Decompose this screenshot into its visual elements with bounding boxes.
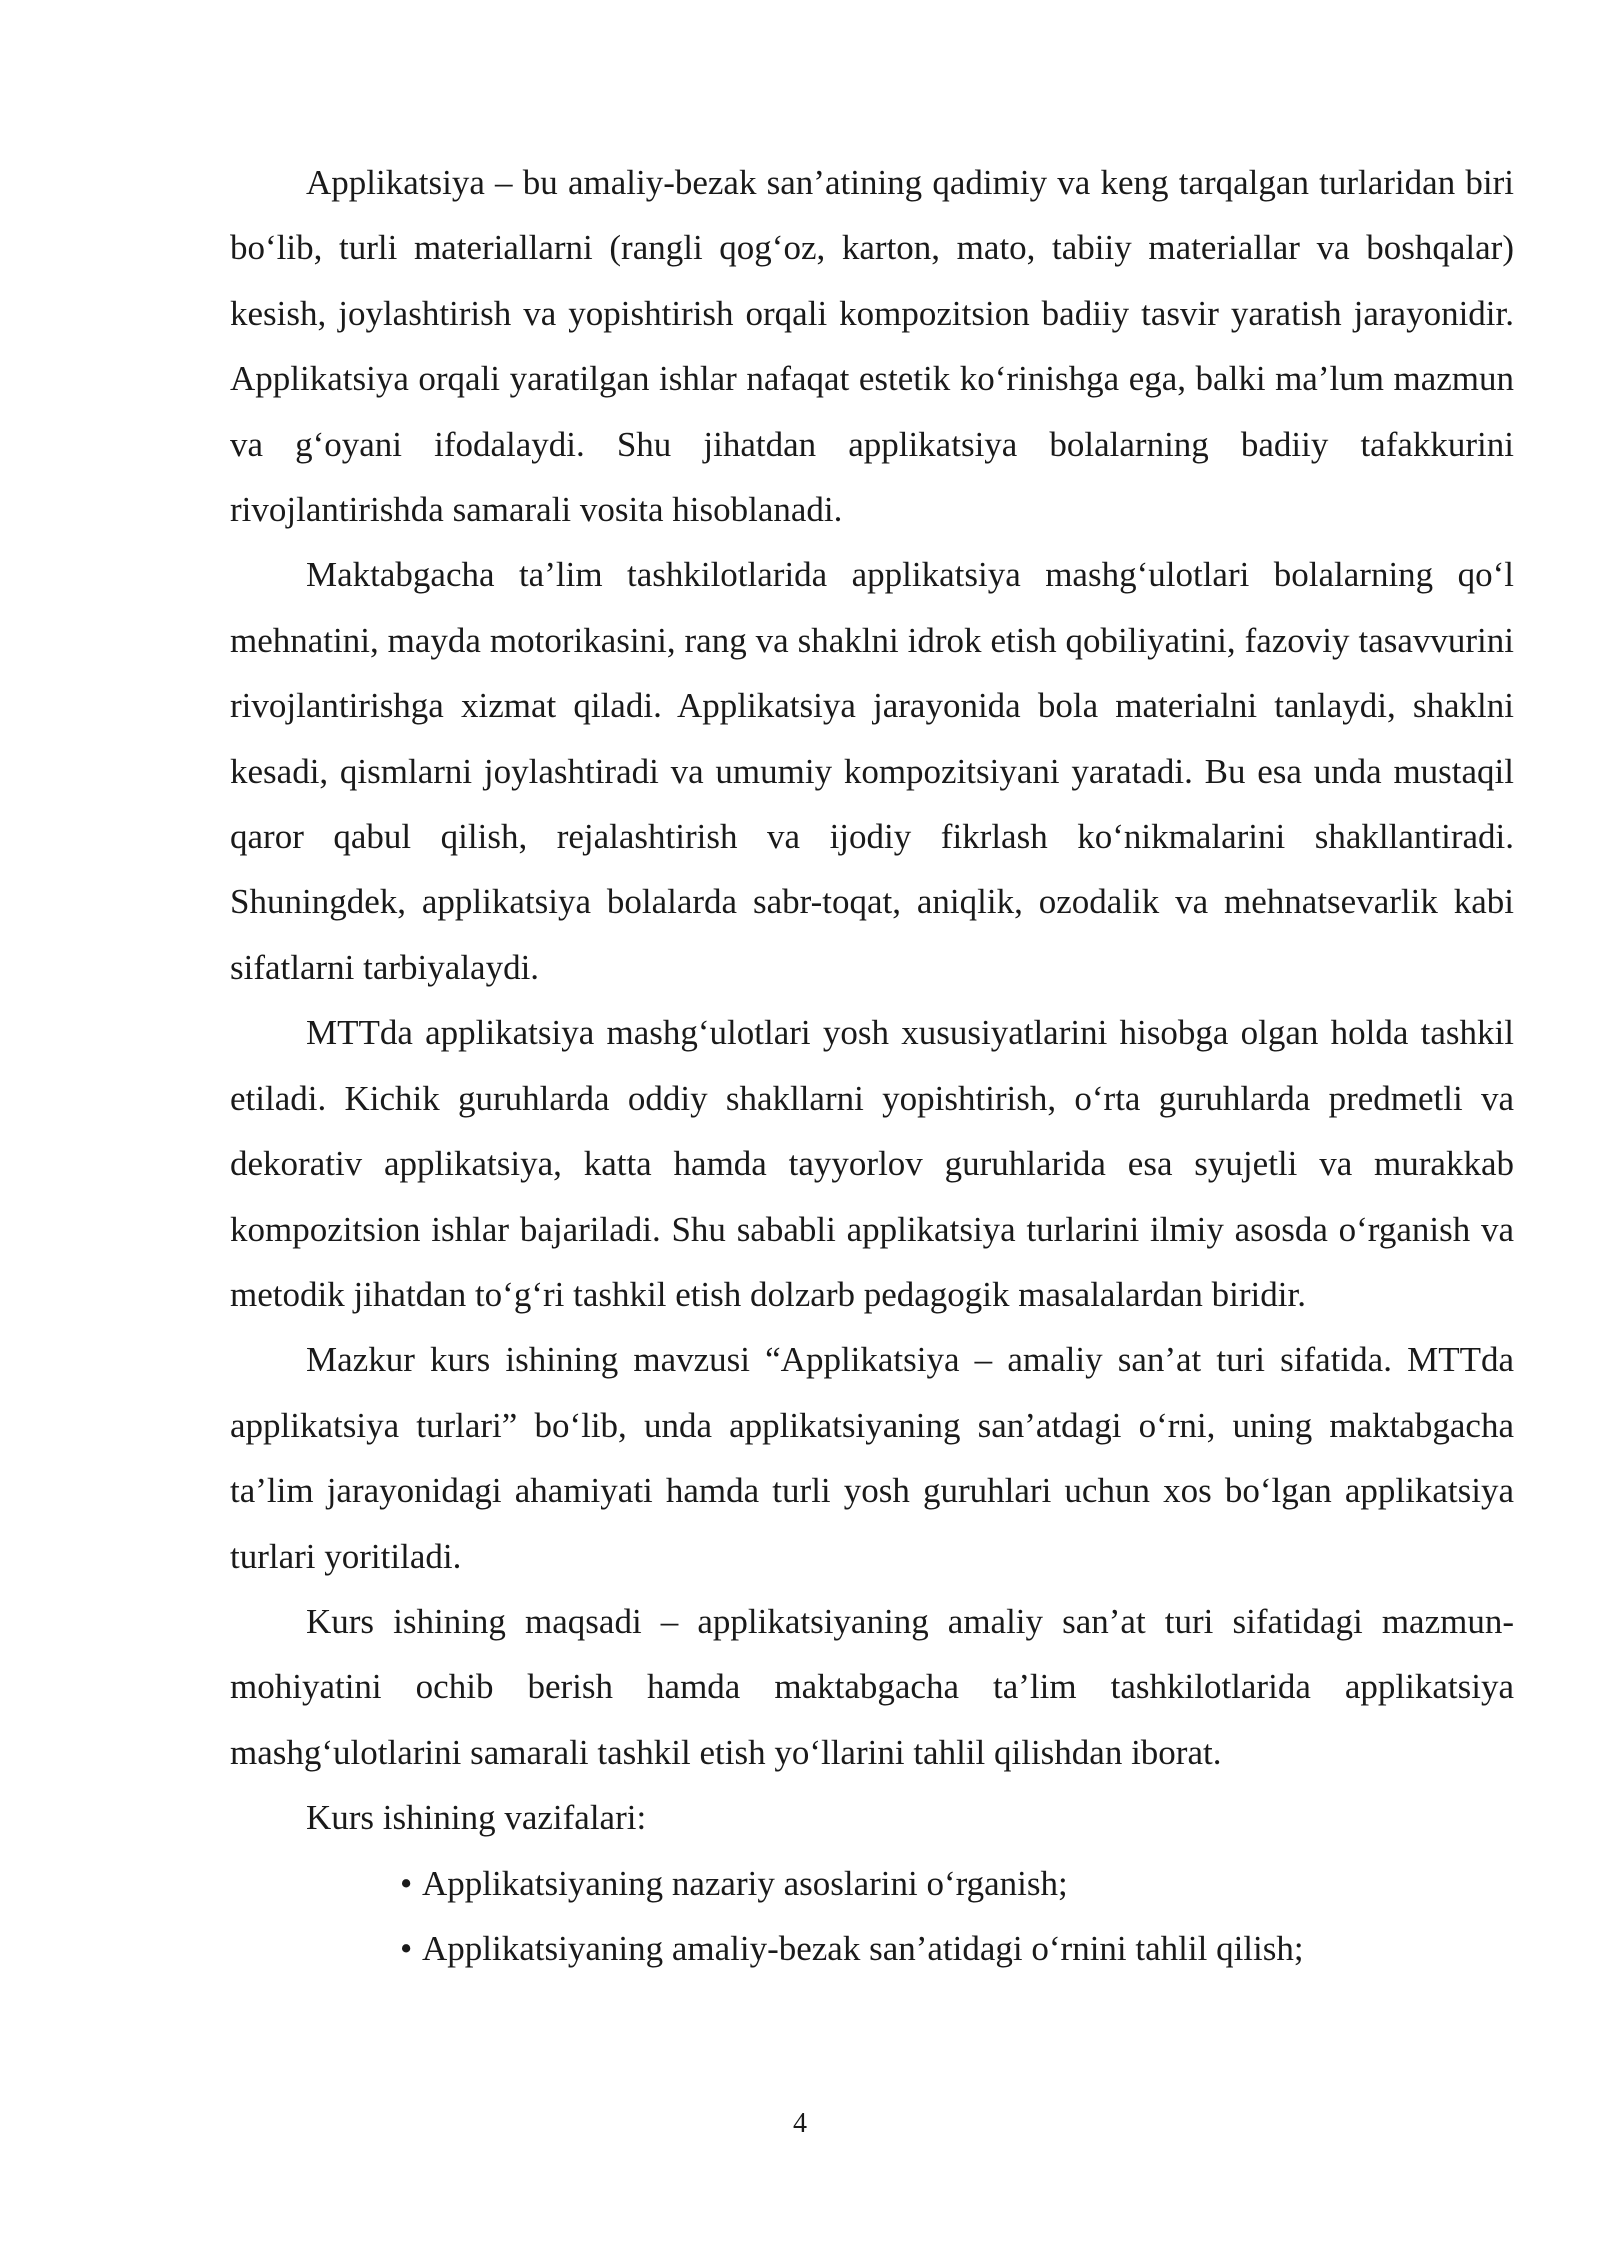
bullet-icon: • [400,1863,413,1903]
paragraph-course-topic: Mazkur kurs ishining mavzusi “Applikatsiya – amaliy san’at turi sifatida. MTTda applikatsiya turlari” bo‘lib, unda applikatsiyaning san’atdagi o‘rni, uning maktabgacha ta’lim jarayonidagi ahamiyati hamda turli yosh guruhlari uchun xos bo‘lgan applikatsiya turlari yoritiladi. [230,1340,1514,1576]
task-text: Applikatsiyaning amaliy-bezak san’atidagi o‘rnini tahlil qilish; [422,1928,1304,1968]
bullet-icon: • [400,1928,413,1968]
paragraph-applikatsiya-definition: Applikatsiya – bu amaliy-bezak san’atining qadimiy va keng tarqalgan turlaridan biri bo‘lib, turli materiallarni (rangli qog‘oz, karton, mato, tabiiy materiallar va boshqalar) kesish, joylashtirish va yopishtirish orqali kompozitsion badiiy tasvir yaratish jarayonidir. Applikatsiya orqali yaratilgan ishlar nafaqat estetik ko‘rinishga ega, balki ma’lum mazmun va g‘oyani ifodalaydi. Shu jihatdan applikatsiya bolalarning badiiy tafakkurini rivojlantirishda samarali vosita hisoblanadi. [230,163,1514,530]
paragraph-course-goal: Kurs ishining maqsadi – applikatsiyaning amaliy san’at turi sifatidagi mazmun-mohiyatini ochib berish hamda maktabgacha ta’lim tashkilotlarida applikatsiya mashg‘ulotlarini samarali tashkil etish yo‘llarini tahlil qilishdan iborat. [230,1601,1514,1772]
page-number: 4 [793,2108,807,2139]
paragraph-tasks-heading: Kurs ishining vazifalari: [306,1798,647,1838]
paragraph-age-groups: MTTda applikatsiya mashg‘ulotlari yosh xususiyatlarini hisobga olgan holda tashkil etiladi. Kichik guruhlarda oddiy shakllarni yopishtirish, o‘rta guruhlarda predmetli va dekorativ applikatsiya, katta hamda tayyorlov guruhlarida esa syujetli va murakkab kompozitsion ishlar bajariladi. Shu sababli applikatsiya turlarini ilmiy asosda o‘rganish va metodik jihatdan to‘g‘ri tashkil etish dolzarb pedagogik masalalardan biridir. [230,1013,1514,1314]
list-item [400,1916,1514,1981]
list-item [400,1851,1514,1916]
paragraph-mtt-skills: Maktabgacha ta’lim tashkilotlarida applikatsiya mashg‘ulotlari bolalarning qo‘l mehnatini, mayda motorikasini, rang va shaklni idrok etish qobiliyatini, fazoviy tasavvurini rivojlantirishga xizmat qiladi. Applikatsiya jarayonida bola materialni tanlaydi, shaklni kesadi, qismlarni joylashtiradi va umumiy kompozitsiyani yaratadi. Bu esa unda mustaqil qaror qabul qilish, rejalashtirish va ijodiy fikrlash ko‘nikmalarini shakllantiradi. Shuningdek, applikatsiya bolalarda sabr-toqat, aniqlik, ozodalik va mehnatsevarlik kabi sifatlarni tarbiyalaydi. [230,555,1514,987]
task-list [230,1851,1514,1982]
document-page [230,150,1514,1981]
task-text: Applikatsiyaning nazariy asoslarini o‘rganish; [422,1863,1068,1903]
